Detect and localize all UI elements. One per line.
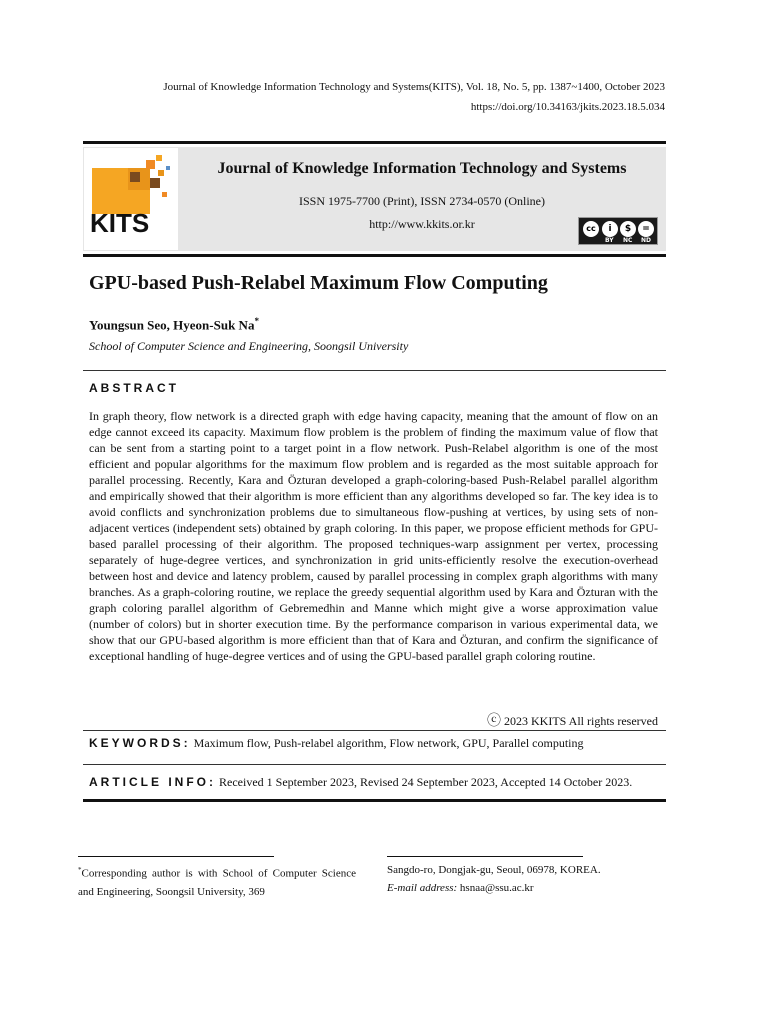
affiliation: School of Computer Science and Engineering, Soongsil University <box>89 339 409 353</box>
article-info-text: Received 1 September 2023, Revised 24 September 2023, Accepted 14 October 2023. <box>219 775 633 789</box>
nc-icon: $ <box>620 221 636 237</box>
abstract-text: In graph theory, flow network is a directed graph with edge having capacity, meaning that the amount of flow on an edge cannot exceed its capacity. Maximum flow problem is the problem of finding the maximum value of flow that can be sent from a starting point to a target point in a flow network. Push-Relabel algorithm is one of the most efficient and popular algorithms for the maximum flow problem and is regarded as the most suitable approach for parallel processing. Recently, Kara and Özturan developed a graph-coloring-based Push-Relabel parallel algorithm and empirically showed that their algorithm is more efficient than any algorithms developed so far. The key idea is to avoid conflicts and synchronization problems due to simultaneous flow-pushing at vertices, by using sets of non-adjacent vertices (independent sets) obtained by graph coloring. In this paper, we propose efficient methods for GPU-based parallel processing of their algorithm. The proposed techniques-warp assignment per vertex, processing separately of huge-degree vertices, and synchronization in grid units-efficiently resolve the execution-overhead between host and device and latency problem, caused by parallel processing in complex graph algorithms with many branches. As a graph-coloring routine, we replace the greedy sequential algorithm used by Kara and Özturan with the graph coloring parallel algorithm of Gebremedhin and Manne which might give a worse approximation value (number of colors) but in shorter execution time. By the performance comparison in various experimental data, we show that our GPU-based algorithm is more efficient than that of Kara and Özturan, and confirm the significance of exceptional handling of huge-degree vertices and of using the GPU-based parallel graph coloring routine. <box>89 409 658 663</box>
footnote-rule-right <box>387 856 583 857</box>
by-icon: i <box>602 221 618 237</box>
footnote-left-text: Corresponding author is with School of Computer Science and Engineering, Soongsil University, 369 <box>78 867 356 898</box>
copyright-symbol: ⓒ <box>487 714 502 729</box>
footnote-rule-left <box>78 856 274 857</box>
logo-text: KITS <box>90 208 150 238</box>
by-label: BY <box>605 237 614 244</box>
journal-title: Journal of Knowledge Information Technology and Systems <box>217 160 627 177</box>
corresponding-mark: * <box>254 316 259 326</box>
doi-link[interactable]: https://doi.org/10.34163/jkits.2023.18.5.034 <box>470 101 665 113</box>
authors <box>89 316 259 333</box>
banner-top-rule <box>83 141 666 144</box>
journal-url[interactable]: http://www.kkits.or.kr <box>369 217 475 231</box>
footnote-email-line <box>387 879 627 897</box>
article-info-row <box>89 775 632 790</box>
email-address[interactable]: hsnaa@ssu.ac.kr <box>459 882 534 894</box>
nd-icon: = <box>638 221 654 237</box>
footnote-left <box>78 861 356 901</box>
issn-line: ISSN 1975-7700 (Print), ISSN 2734-0570 (Online) <box>299 194 545 208</box>
copyright-text: 2023 KKITS All rights reserved <box>504 714 658 728</box>
keywords-heading: KEYWORDS: <box>89 736 191 750</box>
citation-line: Journal of Knowledge Information Technology and Systems(KITS), Vol. 18, No. 5, pp. 1387~1400, October 2023 <box>163 81 665 93</box>
copyright-line <box>487 710 658 730</box>
keywords-text: Maximum flow, Push-relabel algorithm, Flow network, GPU, Parallel computing <box>193 736 584 750</box>
article-info-bottom-rule <box>83 799 666 802</box>
footnote-address: Sangdo-ro, Dongjak-gu, Seoul, 06978, KOREA. <box>387 864 601 876</box>
kits-logo <box>84 148 178 250</box>
footnote-mark: * <box>78 866 82 874</box>
banner-bottom-rule <box>83 254 666 257</box>
paper-title: GPU-based Push-Relabel Maximum Flow Computing <box>89 272 548 294</box>
article-info-top-rule <box>83 764 666 765</box>
email-label: E-mail address: <box>387 882 458 894</box>
keywords-row <box>89 736 584 751</box>
article-info-heading: ARTICLE INFO: <box>89 775 216 789</box>
nc-label: NC <box>623 237 633 244</box>
author-names: Youngsun Seo, Hyeon-Suk Na <box>89 317 255 333</box>
keywords-top-rule <box>83 730 666 731</box>
footnote-right <box>387 861 627 897</box>
abstract-heading: ABSTRACT <box>89 381 179 395</box>
cc-icon: cc <box>583 221 599 237</box>
cc-license-badge[interactable] <box>578 217 658 245</box>
abstract-top-rule <box>83 370 666 371</box>
nd-label: ND <box>641 237 652 244</box>
citation-block <box>163 77 665 117</box>
